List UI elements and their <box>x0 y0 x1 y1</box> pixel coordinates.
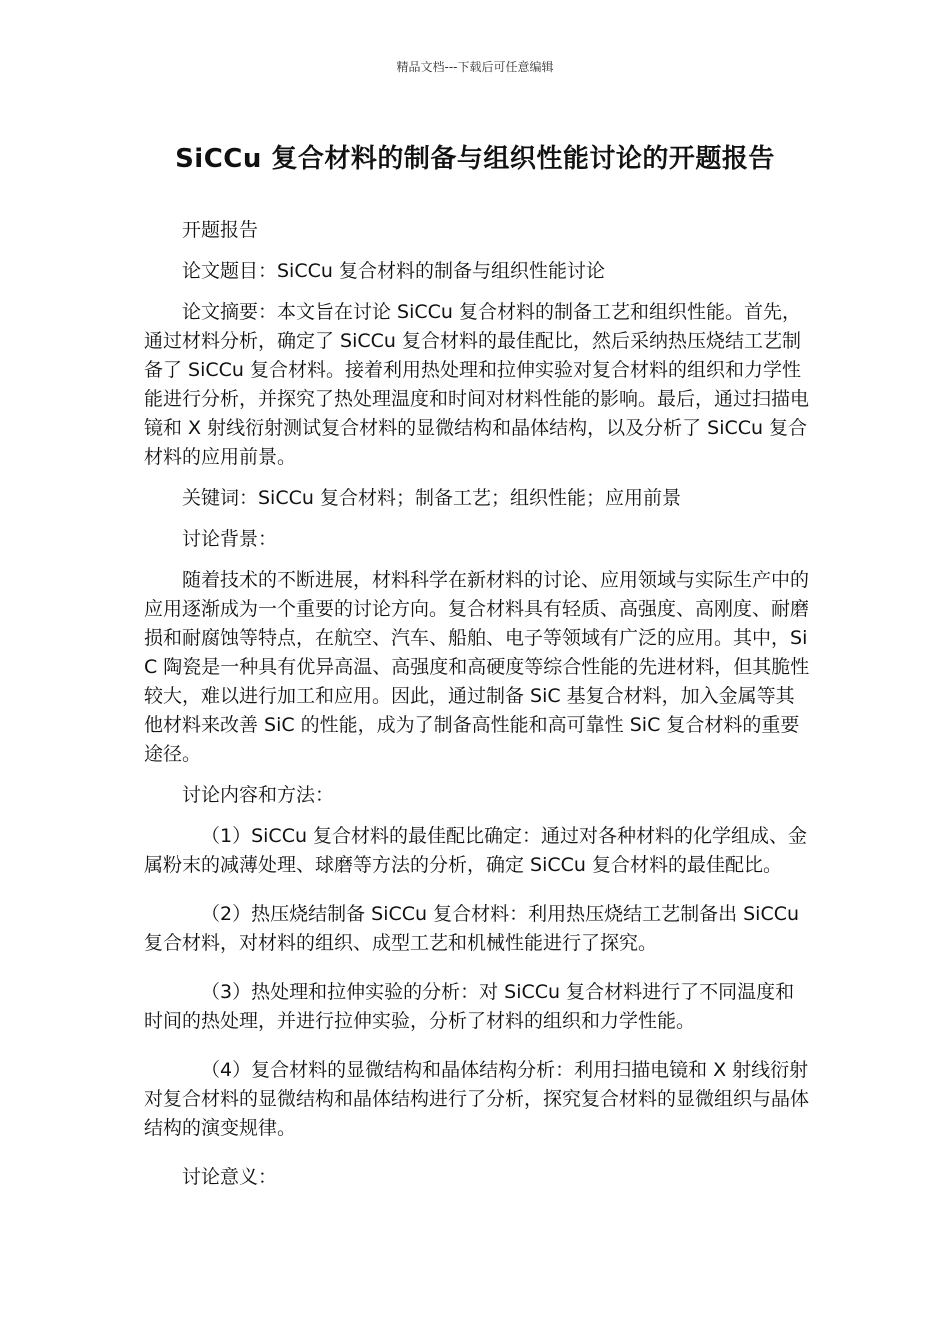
method-item-2: （2）热压烧结制备 SiCCu 复合材料：利用热压烧结工艺制备出 SiCCu 复合材料，对材料的组织、成型工艺和机械性能进行了探究。 <box>144 903 800 954</box>
method-item-1: （1）SiCCu 复合材料的最佳配比确定：通过对各种材料的化学组成、金属粉末的减薄处理、球磨等方法的分析，确定 SiCCu 复合材料的最佳配比。 <box>144 825 808 876</box>
method-item-4: （4）复合材料的显微结构和晶体结构分析：利用扫描电镜和 X 射线衍射对复合材料的显微结构和晶体结构进行了分析，探究复合材料的显微组织与晶体结构的演变规律。 <box>144 1059 810 1139</box>
paragraph-keywords: 关键词：SiCCu 复合材料；制备工艺；组织性能；应用前景 <box>182 487 681 509</box>
paragraph-background: 随着技术的不断进展，材料科学在新材料的讨论、应用领域与实际生产中的应用逐渐成为一个重要的讨论方向。复合材料具有轻质、高强度、高刚度、耐磨损和耐腐蚀等特点，在航空、汽车、船舶、电子等领域有广泛的应用。其中，SiC 陶瓷是一种具有优异高温、高强度和高硬度等综合性能的先进材料，但其脆性较大，难以进行加工和应用。因此，通过制备 SiC 基复合材料，加入金属等其他材料来改善 SiC 的性能，成为了制备高性能和高可靠性 SiC 复合材料的重要途径。 <box>144 569 810 765</box>
paragraph-background-heading: 讨论背景： <box>182 528 278 550</box>
document-title: SiCCu 复合材料的制备与组织性能讨论的开题报告 <box>175 144 775 174</box>
paragraph-significance-heading: 讨论意义： <box>182 1166 278 1188</box>
paragraph-report-label: 开题报告 <box>182 219 259 241</box>
document-body <box>144 216 812 1204</box>
paragraph-abstract: 论文摘要：本文旨在讨论 SiCCu 复合材料的制备工艺和组织性能。首先，通过材料分析，确定了 SiCCu 复合材料的最佳配比，然后采纳热压烧结工艺制备了 SiCCu 复合材料。接着利用热处理和拉伸实验对复合材料的组织和力学性能进行分析，并探究了热处理温度和时间对材料性能的影响。最后，通过扫描电镜和 X 射线衍射测试复合材料的显微结构和晶体结构，以及分析了 SiCCu 复合材料的应用前景。 <box>144 301 810 468</box>
paragraph-thesis-title: 论文题目：SiCCu 复合材料的制备与组织性能讨论 <box>182 260 605 282</box>
header-note: 精品文档---下载后可任意编辑 <box>396 60 554 74</box>
method-item-3: （3）热处理和拉伸实验的分析：对 SiCCu 复合材料进行了不同温度和时间的热处理，并进行拉伸实验，分析了材料的组织和力学性能。 <box>144 981 795 1032</box>
paragraph-methods-heading: 讨论内容和方法： <box>182 784 335 806</box>
